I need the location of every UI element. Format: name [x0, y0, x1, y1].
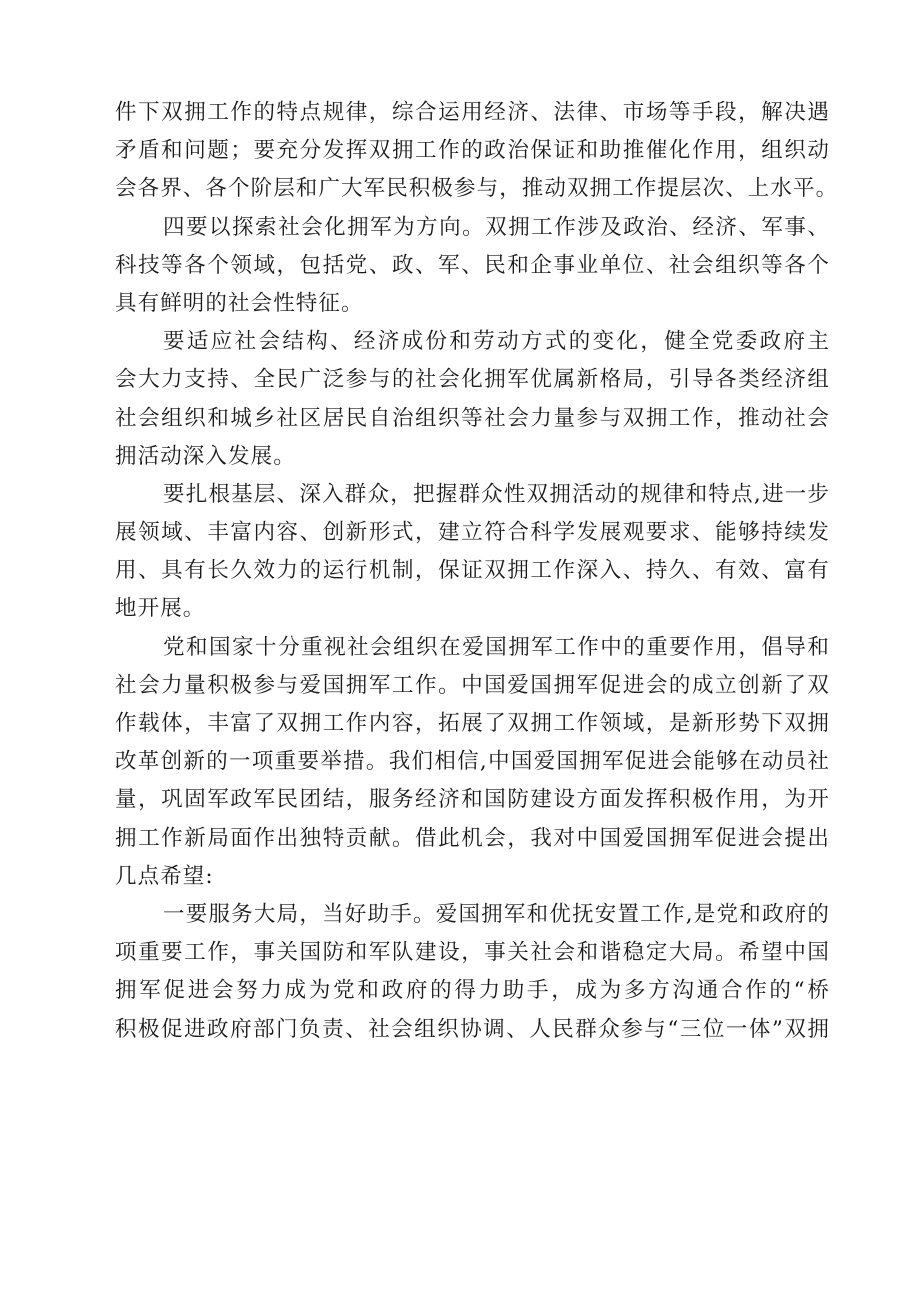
text-line: 展领域、丰富内容、创新形式，建立符合科学发展观要求、能够持续发	[115, 520, 830, 546]
text-line: 件下双拥工作的特点规律，综合运用经济、法律、市场等手段，解决遇	[115, 100, 830, 125]
paragraph-first-line: 要适应社会结构、经济成份和劳动方式的变化，健全党委政府主	[163, 329, 830, 355]
text-line: 作载体，丰富了双拥工作内容，拓展了双拥工作领域，是新形势下双拥	[115, 711, 830, 736]
text-line: 项重要工作，事关国防和军队建设，事关社会和谐稳定大局。希望中国	[115, 940, 830, 966]
text-line: 矛盾和问题；要充分发挥双拥工作的政治保证和助推催化作用，组织动	[115, 138, 830, 164]
text-line: 改革创新的一项重要举措。我们相信,中国爱国拥军促进会能够在动员社	[115, 749, 830, 775]
paragraph-first-line: 一要服务大局，当好助手。爱国拥军和优抚安置工作,是党和政府的	[163, 901, 830, 927]
text-line: 具有鲜明的社会性特征。	[115, 290, 364, 316]
text-line: 拥军促进会努力成为党和政府的得力助手，成为多方沟通合作的“桥	[115, 978, 830, 1004]
text-line: 用、具有长久效力的运行机制，保证双拥工作深入、持久、有效、富有	[115, 558, 830, 584]
paragraph-first-line: 四要以探索社会化拥军为方向。双拥工作涉及政治、经济、军事、	[163, 214, 830, 240]
text-line: 地开展。	[115, 596, 206, 622]
text-line: 几点希望:	[115, 863, 214, 889]
text-line: 积极促进政府部门负责、社会组织协调、人民群众参与“三位一体”双拥	[115, 1016, 830, 1042]
text-line: 拥活动深入发展。	[115, 443, 296, 469]
paragraph-first-line: 党和国家十分重视社会组织在爱国拥军工作中的重要作用，倡导和	[163, 634, 830, 660]
text-line: 会大力支持、全民广泛参与的社会化拥军优属新格局，引导各类经济组	[115, 367, 830, 393]
text-line: 会各界、各个阶层和广大军民积极参与，推动双拥工作提层次、上水平。	[115, 176, 839, 202]
text-line: 科技等各个领域，包括党、政、军、民和企事业单位、社会组织等各个	[115, 252, 830, 278]
document-body	[115, 94, 839, 1049]
paragraph-first-line: 要扎根基层、深入群众，把握群众性双拥活动的规律和特点,进一步	[163, 481, 830, 507]
text-line: 社会力量积极参与爱国拥军工作。中国爱国拥军促进会的成立创新了双	[115, 672, 830, 698]
text-line: 拥工作新局面作出独特贡献。借此机会，我对中国爱国拥军促进会提出	[115, 825, 830, 851]
text-line: 社会组织和城乡社区居民自治组织等社会力量参与双拥工作，推动社会	[115, 405, 830, 431]
text-line: 量，巩固军政军民团结，服务经济和国防建设方面发挥积极作用，为开	[115, 787, 830, 813]
